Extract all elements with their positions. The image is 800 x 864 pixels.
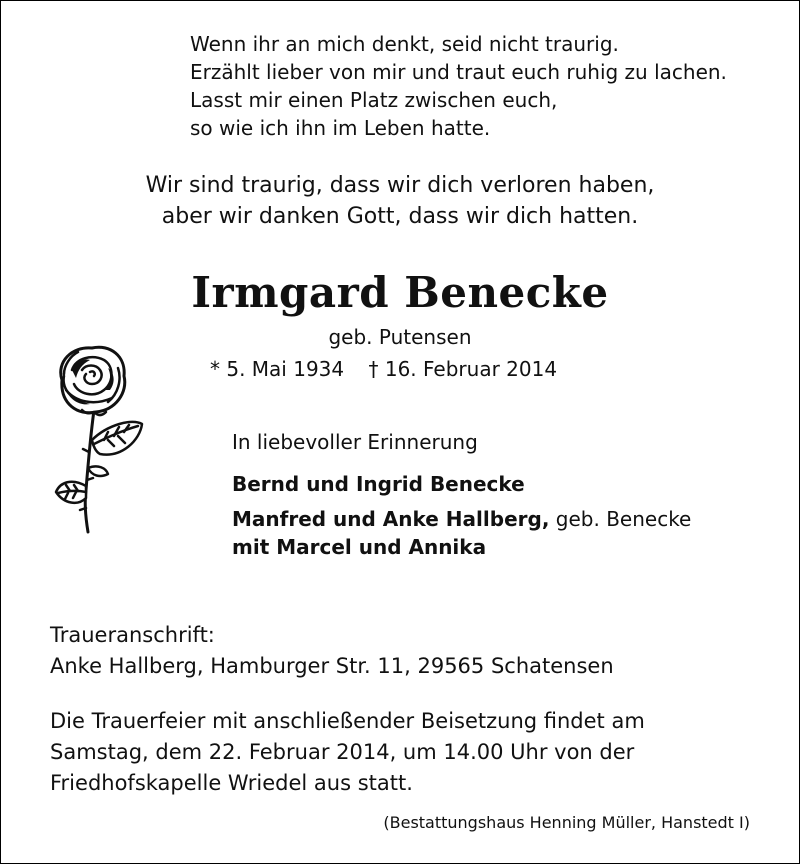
poem (190, 30, 727, 142)
mourner-entry (232, 533, 691, 561)
address-label: Traueranschrift: (50, 623, 215, 647)
poem-line: Lasst mir einen Platz zwischen euch, (190, 88, 558, 112)
maiden-name: geb. Putensen (328, 325, 472, 349)
poem-line: Erzählt lieber von mir und traut euch ruhig zu lachen. (190, 60, 727, 84)
undertaker-credit: (Bestattungshaus Henning Müller, Hanstedt I) (383, 813, 750, 832)
memorial-verse (0, 170, 800, 232)
mourner-name: Manfred und Anke Hallberg, (232, 507, 550, 531)
funeral-line: Samstag, dem 22. Februar 2014, um 14.00 Uhr von der (50, 740, 635, 764)
mourning-address: Anke Hallberg, Hamburger Str. 11, 29565 Schatensen (50, 654, 614, 678)
mourner-name: Bernd und Ingrid Benecke (232, 472, 525, 496)
remembrance-line: In liebevoller Erinnerung (232, 430, 478, 454)
rose-icon (42, 340, 162, 540)
life-dates (210, 354, 557, 384)
funeral-line: Friedhofskapelle Wriedel aus statt. (50, 771, 413, 795)
birth-date: * 5. Mai 1934 (210, 357, 345, 381)
mourner-maiden-name: geb. Benecke (549, 507, 692, 531)
verse-line: aber wir danken Gott, dass wir dich hatten. (161, 204, 639, 229)
mourners-list (232, 470, 691, 561)
deceased-name: Irmgard Benecke (191, 268, 609, 317)
poem-line: Wenn ihr an mich denkt, seid nicht traurig. (190, 32, 619, 56)
mourner-entry (232, 470, 691, 498)
death-date: † 16. Februar 2014 (368, 357, 558, 381)
mourner-name: mit Marcel und Annika (232, 535, 487, 559)
verse-line: Wir sind traurig, dass wir dich verloren haben, (145, 173, 655, 198)
funeral-line: Die Trauerfeier mit anschließender Beisetzung findet am (50, 709, 645, 733)
mourner-entry (232, 505, 691, 533)
funeral-info (50, 706, 645, 799)
poem-line: so wie ich ihn im Leben hatte. (190, 116, 491, 140)
